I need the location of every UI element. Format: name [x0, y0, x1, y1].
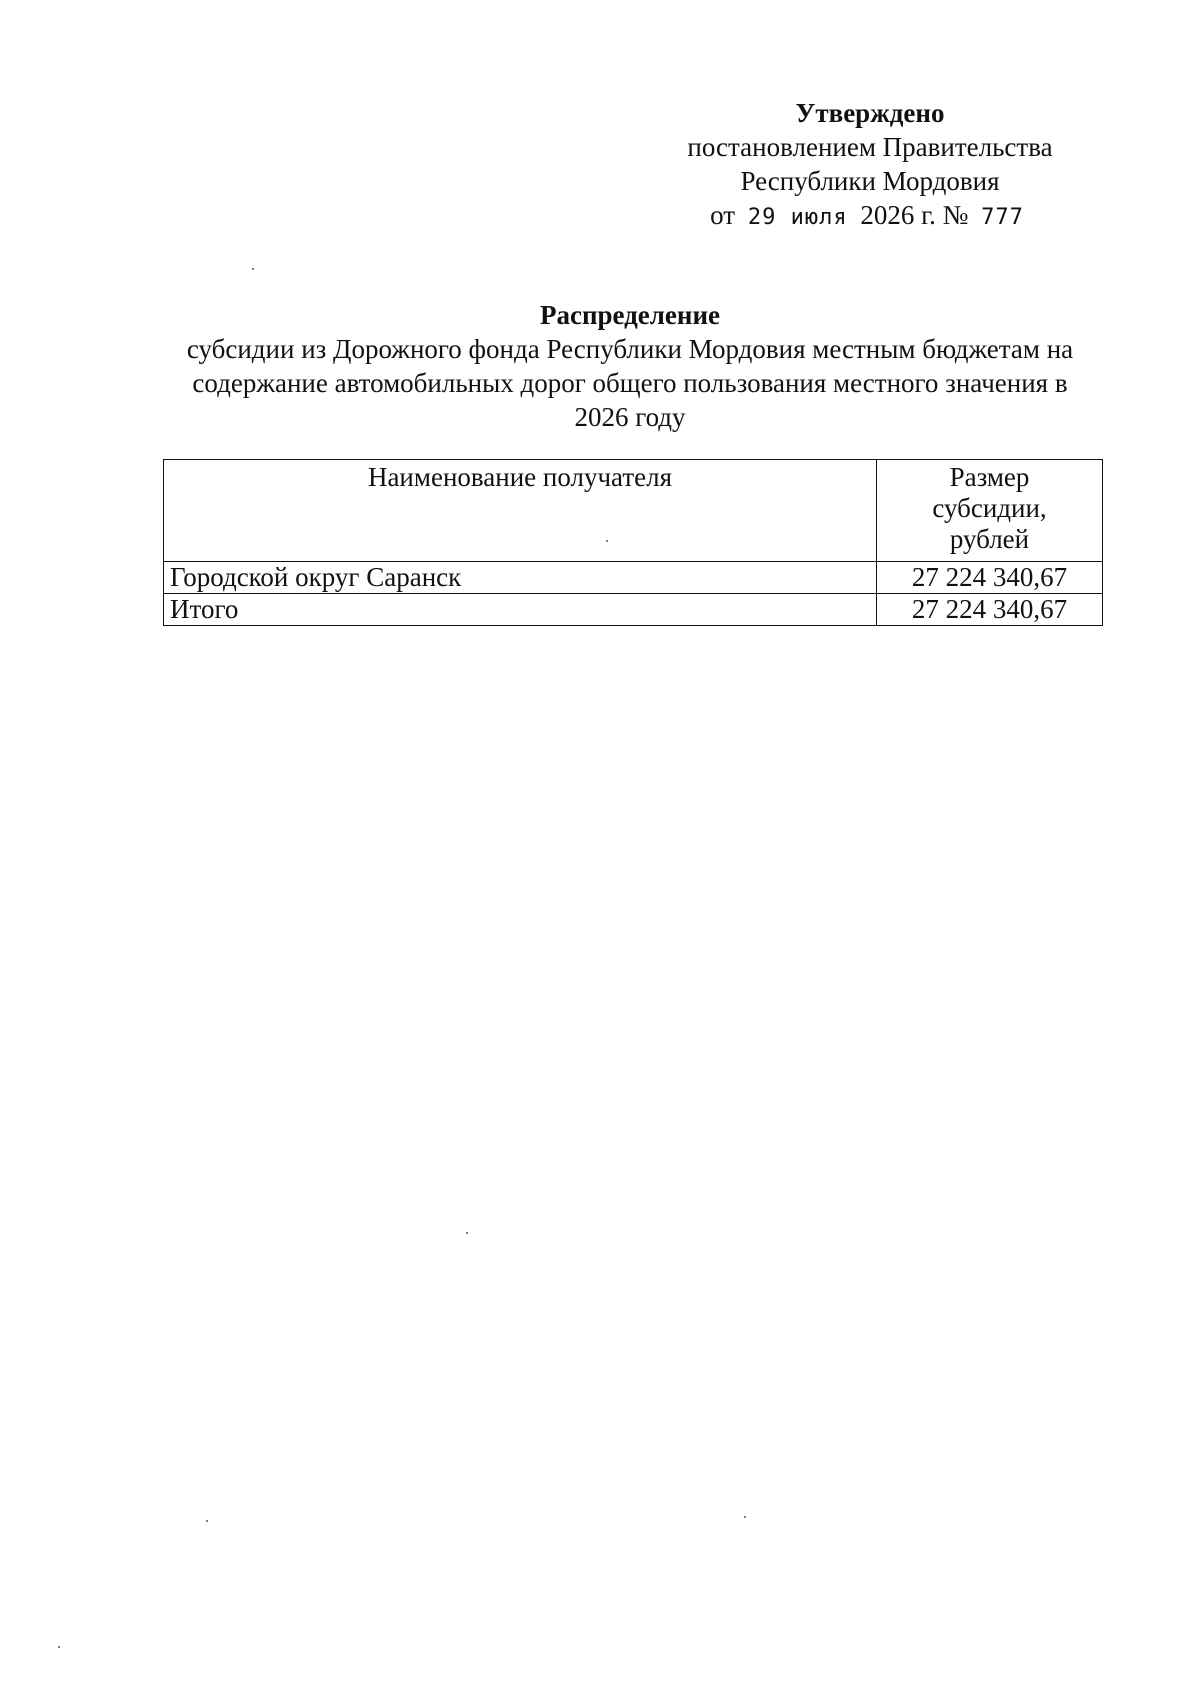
approved-label: Утверждено	[795, 98, 945, 128]
date-prefix: от	[710, 200, 736, 230]
recipient-name-cell: Городской округ Саранск	[164, 562, 877, 594]
scan-speck	[744, 1516, 746, 1518]
distribution-table	[163, 459, 1103, 626]
scan-speck	[252, 268, 254, 270]
distribution-table-wrap	[163, 459, 1103, 626]
total-label-cell: Итого	[164, 594, 877, 626]
approval-date-line	[660, 198, 1080, 235]
total-amount-cell: 27 224 340,67	[877, 594, 1103, 626]
header-amount-line-3: рублей	[949, 524, 1030, 554]
approval-stamp-block	[660, 96, 1080, 235]
approval-line-1: постановлением Правительства	[687, 132, 1053, 162]
table-header-row	[164, 460, 1103, 562]
table-row	[164, 562, 1103, 594]
document-title-block	[160, 298, 1100, 434]
document-subtitle-line-3: 2026 году	[574, 402, 686, 432]
approval-line-2: Республики Мордовия	[740, 166, 1000, 196]
scan-speck	[466, 1232, 468, 1234]
table-total-row	[164, 594, 1103, 626]
subsidy-amount-cell: 27 224 340,67	[877, 562, 1103, 594]
document-subtitle-line-1: субсидии из Дорожного фонда Республики Мордовия местным бюджетам на	[186, 334, 1074, 364]
decree-number: 777	[981, 205, 1024, 230]
date-year: 2026 г. №	[860, 200, 969, 230]
header-amount-line-1: Размер	[949, 462, 1030, 492]
header-subsidy-amount	[877, 460, 1103, 562]
scan-speck	[206, 1520, 208, 1522]
header-recipient-name: Наименование получателя	[164, 460, 877, 562]
scan-speck	[58, 1646, 60, 1648]
date-handwritten: 29 июля	[747, 205, 848, 230]
document-subtitle-line-2: содержание автомобильных дорог общего пользования местного значения в	[192, 368, 1068, 398]
header-amount-line-2: субсидии,	[932, 493, 1047, 523]
document-heading: Распределение	[539, 300, 721, 330]
scan-speck	[606, 540, 608, 542]
